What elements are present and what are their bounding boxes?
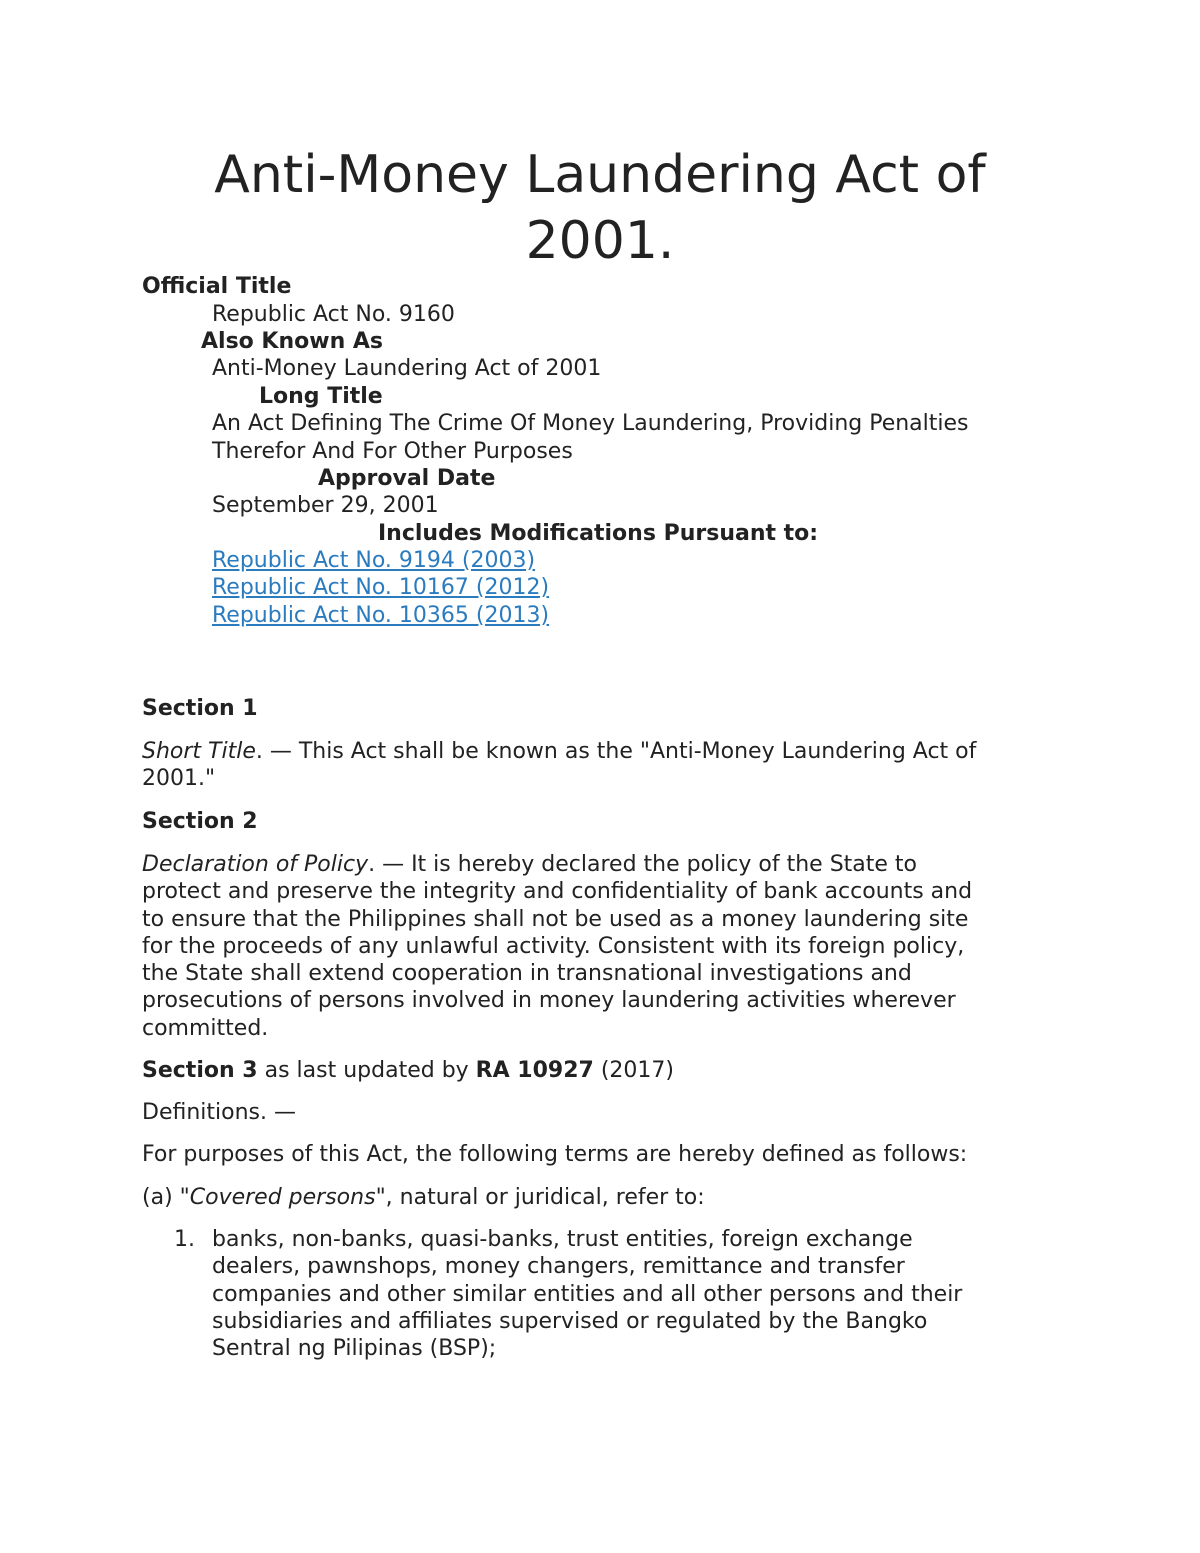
section-2-line5: the State shall extend cooperation in transnational investigations and [142,961,912,987]
section-2-heading: Section 2 [142,809,258,834]
section-2-text [142,851,1042,1042]
section-3-ra: RA 10927 [475,1058,594,1083]
section-1-heading: Section 1 [142,696,258,721]
section-3-heading: Section 3 [142,1058,258,1083]
section-3-definitions: Definitions. — [142,1100,296,1125]
modification-link-ra-9194[interactable]: Republic Act No. 9194 (2003) [212,548,536,573]
section-2-line4: for the proceeds of any unlawful activity. Consistent with its foreign policy, [142,933,965,959]
section-3-year: (2017) [593,1058,674,1083]
section-2-italic-lead: Declaration of Policy [142,852,369,877]
section-1-italic-lead: Short Title [142,739,256,764]
section-2-line6: prosecutions of persons involved in money laundering activities wherever [142,988,956,1014]
document-title [100,142,1100,274]
document-title-line2: 2001. [525,211,675,271]
section-1-line2: 2001." [142,766,216,792]
long-title-label: Long Title [259,384,383,409]
modification-link-ra-10365[interactable]: Republic Act No. 10365 (2013) [212,603,550,628]
document-title-line1: Anti-Money Laundering Act of [214,145,986,205]
long-title-value-line2: Therefor And For Other Purposes [212,439,573,464]
section-3-intro: For purposes of this Act, the following terms are hereby defined as follows: [142,1142,968,1167]
section-2-line2: protect and preserve the integrity and confidentiality of bank accounts and [142,879,973,905]
also-known-value: Anti-Money Laundering Act of 2001 [212,356,602,381]
section-3-updated-text: as last updated by [257,1058,476,1083]
section-2-line3: to ensure that the Philippines shall not be used as a money laundering site [142,906,969,932]
section-3-heading-line [142,1057,674,1084]
modification-link-ra-10167[interactable]: Republic Act No. 10167 (2012) [212,575,550,600]
section-3-item-a-suffix: ", natural or juridical, refer to: [375,1185,705,1210]
list-item-line1: banks, non-banks, quasi-banks, trust entities, foreign exchange [212,1227,913,1252]
section-3-item-a-prefix: (a) " [142,1185,190,1210]
official-title-value: Republic Act No. 9160 [212,302,455,327]
official-title-label: Official Title [142,274,292,299]
approval-date-value: September 29, 2001 [212,493,439,518]
section-2-line1: . — It is hereby declared the policy of the State to [368,852,918,877]
list-item-line4: subsidiaries and affiliates supervised or regulated by the Bangko [212,1308,928,1334]
section-1-text [142,738,1042,793]
section-2-line7: committed. [142,1015,269,1041]
modifications-label: Includes Modifications Pursuant to: [378,521,819,546]
approval-date-label: Approval Date [318,466,496,491]
list-item-number: 1. [174,1227,195,1252]
list-item [212,1226,1052,1362]
list-item-line2: dealers, pawnshops, money changers, remittance and transfer [212,1254,905,1280]
long-title-value-line1: An Act Defining The Crime Of Money Laundering, Providing Penalties [212,411,969,436]
list-item-line5: Sentral ng Pilipinas (BSP); [212,1336,497,1362]
list-item-line3: companies and other similar entities and all other persons and their [212,1281,963,1307]
also-known-label: Also Known As [201,329,384,354]
section-1-line1: . — This Act shall be known as the "Anti-Money Laundering Act of [255,739,977,764]
section-3-item-a-italic: Covered persons [189,1185,376,1210]
section-3-item-a [142,1184,705,1211]
